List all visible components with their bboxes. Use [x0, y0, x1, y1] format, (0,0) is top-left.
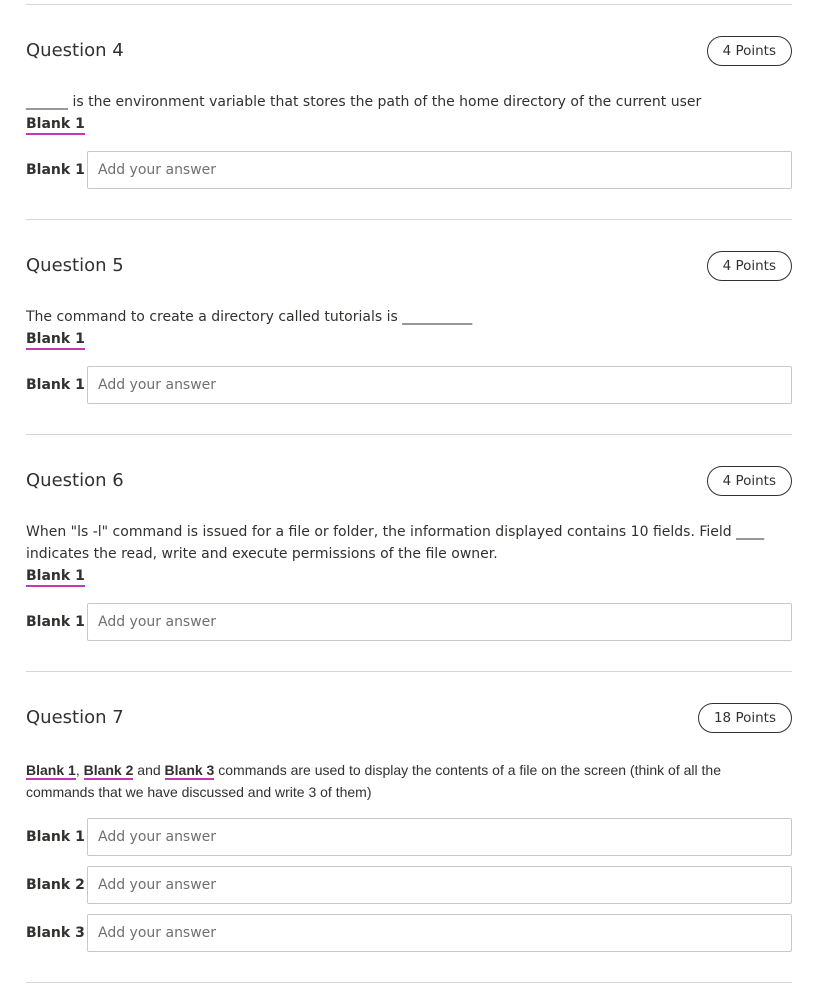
- answer-label: Blank 1: [26, 377, 85, 393]
- answer-input[interactable]: [87, 914, 792, 952]
- answer-label: Blank 1: [26, 162, 85, 178]
- question-title: Question 6: [26, 470, 124, 491]
- divider: [26, 434, 792, 435]
- divider: [26, 671, 792, 672]
- answer-label: Blank 1: [26, 829, 85, 845]
- answer-input[interactable]: [87, 818, 792, 856]
- question-text: ______ is the environment variable that stores the path of the home directory of the current user: [26, 94, 702, 110]
- blank-reference: Blank 3: [164, 762, 215, 778]
- points-badge: 4 Points: [707, 36, 792, 66]
- blank-reference: Blank 1: [26, 762, 76, 778]
- text-separator: and: [133, 762, 165, 778]
- answer-label: Blank 1: [26, 614, 85, 630]
- answer-row: [26, 603, 792, 641]
- points-badge: 4 Points: [707, 251, 792, 281]
- blank-reference: Blank 1: [26, 115, 85, 135]
- answer-label: Blank 3: [26, 925, 85, 941]
- question-title: Question 7: [26, 707, 124, 728]
- question-title: Question 5: [26, 255, 124, 276]
- question-text: When "ls -l" command is issued for a file or folder, the information displayed contains 10 fields. Field ____ indicates the read, write and execute permissions of the file owner.: [26, 524, 765, 562]
- answer-input[interactable]: [87, 151, 792, 189]
- divider: [26, 982, 792, 983]
- question-text: [26, 759, 792, 803]
- answer-input[interactable]: [87, 866, 792, 904]
- divider: [26, 219, 792, 220]
- answer-row: [26, 914, 792, 952]
- text-separator: ,: [75, 762, 84, 778]
- question-text-rest: commands are used to display the contents of a file on the screen (think of all the commands that we have discussed and write 3 of them): [26, 762, 721, 800]
- points-badge: 18 Points: [698, 703, 792, 733]
- answer-row: [26, 366, 792, 404]
- answer-row: [26, 866, 792, 904]
- answer-row: [26, 818, 792, 856]
- answer-row: [26, 151, 792, 189]
- divider-top: [26, 4, 792, 5]
- question-text: The command to create a directory called tutorials is __________: [26, 309, 473, 325]
- answer-input[interactable]: [87, 603, 792, 641]
- answer-input[interactable]: [87, 366, 792, 404]
- blank-reference: Blank 2: [83, 762, 134, 778]
- points-badge: 4 Points: [707, 466, 792, 496]
- blank-reference: Blank 1: [26, 567, 85, 587]
- blank-reference: Blank 1: [26, 330, 85, 350]
- answer-label: Blank 2: [26, 877, 85, 893]
- question-title: Question 4: [26, 40, 124, 61]
